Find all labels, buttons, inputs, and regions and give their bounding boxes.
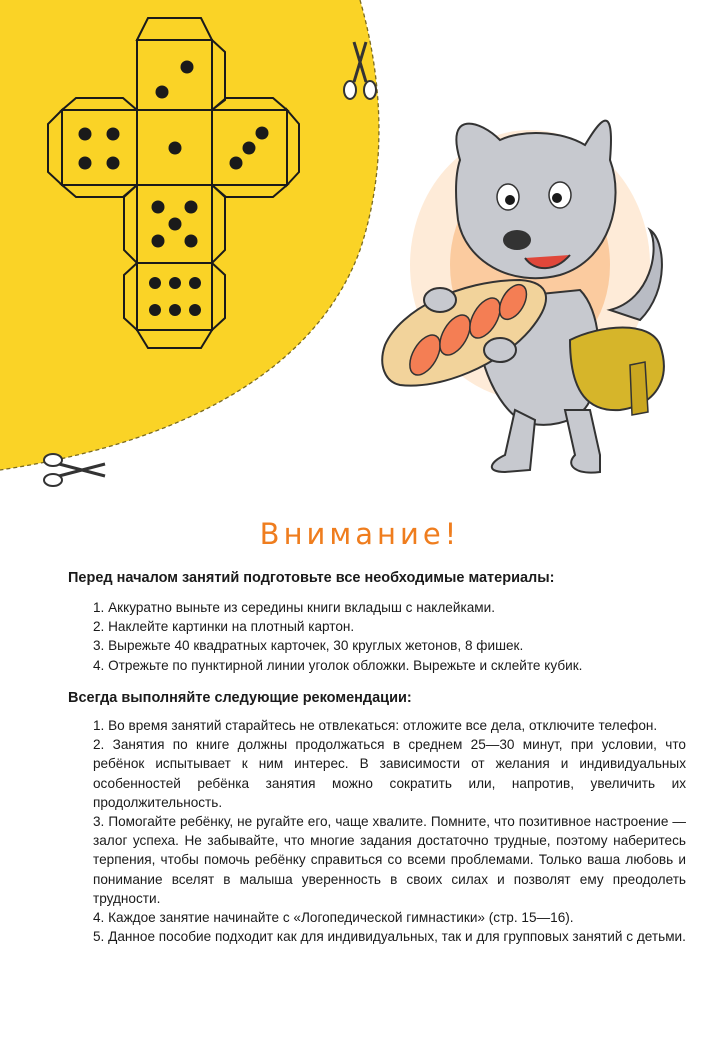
list-item: 4. Отрежьте по пунктирной линии уголок обложки. Вырежьте и склейте кубик. (93, 657, 583, 673)
list-item: 2. Занятия по книге должны продолжаться в среднем 25—30 минут, при условии, что ребёнок испытывает к ним интерес. В зависимости от желания и индивидуальных особенностей ребёнка занятия можно сократить или, напротив, увеличить их продолжительность. (93, 737, 686, 810)
list-item: 3. Помогайте ребёнку, не ругайте его, чаще хвалите. Помните, что позитивное настроение — залог успеха. Не забывайте, что многие задания достаточно трудные, поэтому наберитесь терпения, чтобы помочь ребёнку справиться со всеми проблемами. Только ваша любовь и понимание вселят в малыша уверенность в своих силах и позволят ему преодолеть трудности. (93, 814, 686, 906)
list-item: 4. Каждое занятие начинайте с «Логопедической гимнастики» (стр. 15—16). (93, 910, 574, 926)
cat-illustration (382, 121, 664, 473)
list-item: 2. Наклейте картинки на плотный картон. (93, 619, 355, 635)
materials-list (93, 598, 693, 675)
list-item: 5. Данное пособие подходит как для индивидуальных, так и для групповых занятий с детьми. (93, 929, 686, 945)
recommendations-list (93, 716, 686, 946)
recommendations-title: Всегда выполняйте следующие рекомендации: (68, 690, 412, 706)
scissors-icon (44, 454, 105, 486)
list-item: 1. Аккуратно выньте из середины книги вкладыш с наклейками. (93, 600, 495, 615)
list-item: 3. Вырежьте 40 квадратных карточек, 30 круглых жетонов, 8 фишек. (93, 638, 524, 654)
top-illustrations (0, 0, 720, 520)
materials-title: Перед началом занятий подготовьте все необходимые материалы: (68, 570, 555, 586)
list-item: 1. Во время занятий старайтесь не отвлекаться: отложите все дела, отключите телефон. (93, 718, 658, 733)
page-heading: Внимание! (259, 517, 461, 551)
